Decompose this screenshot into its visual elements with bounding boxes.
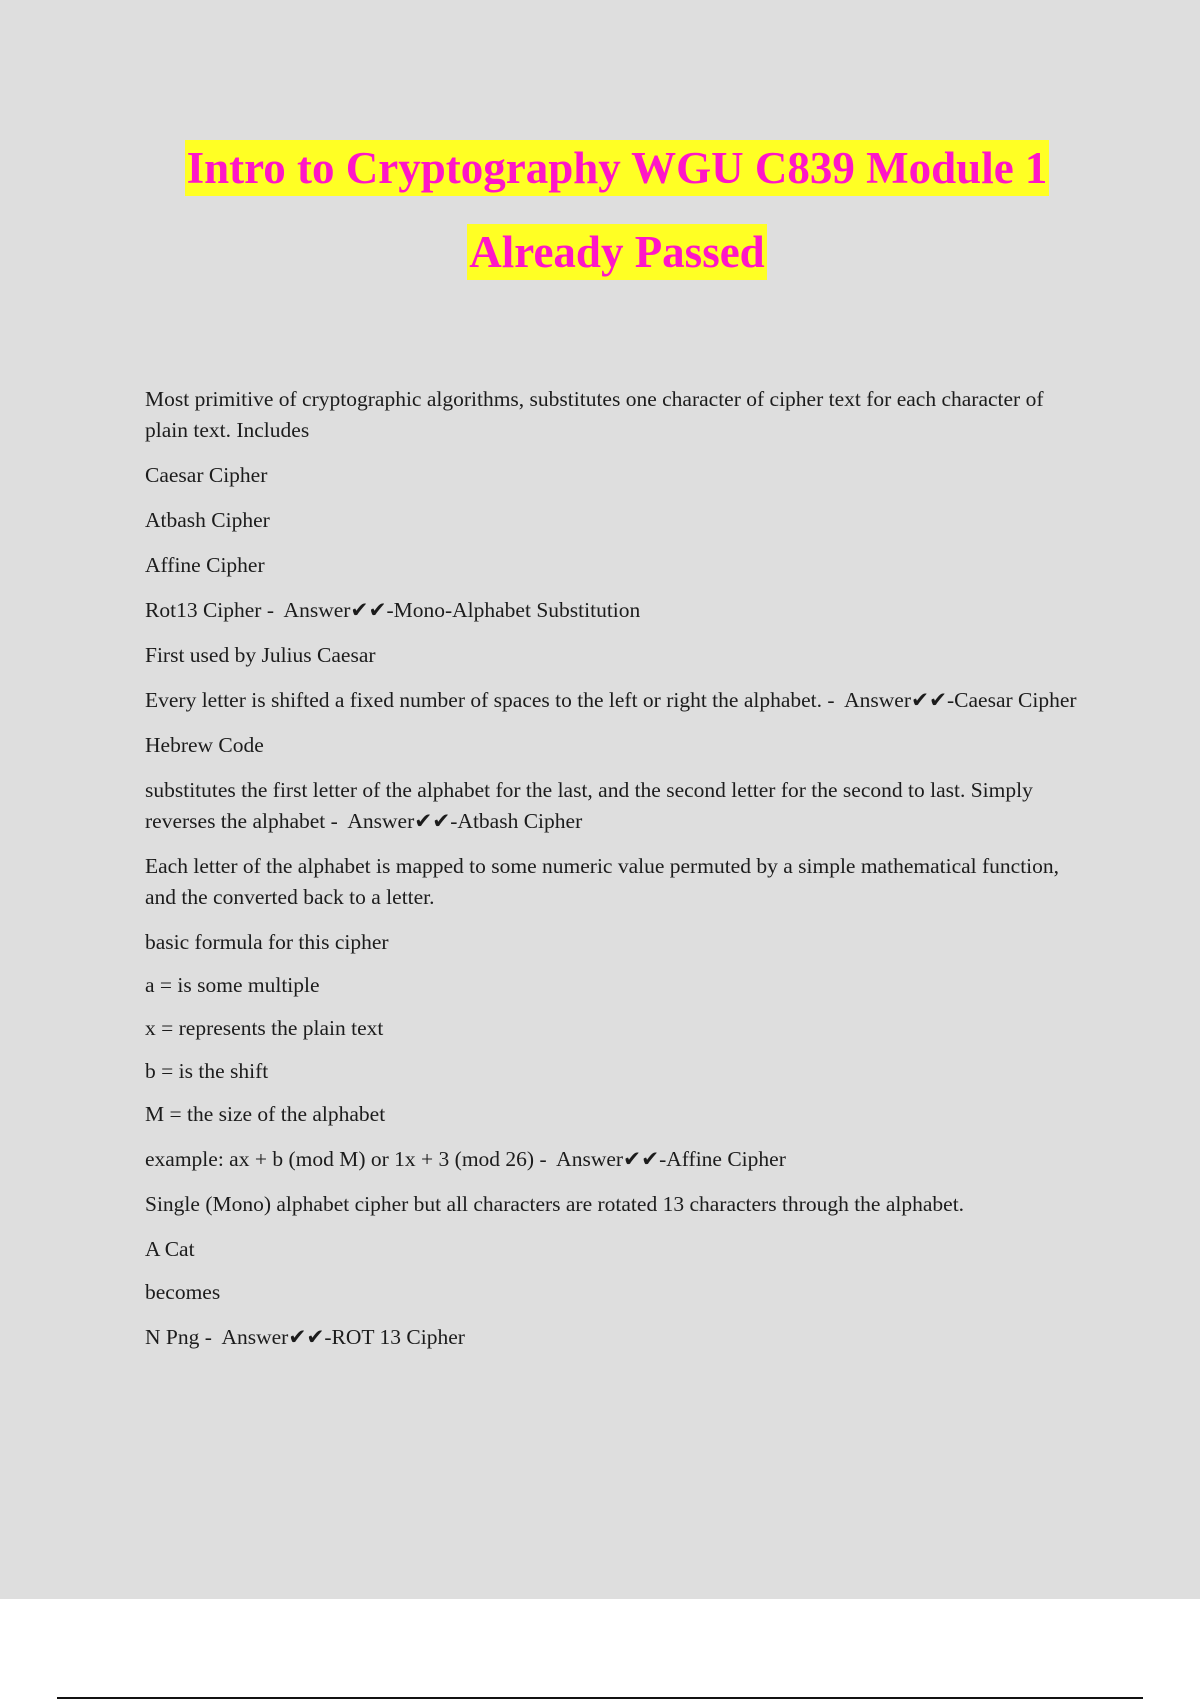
paragraph: a = is some multiple (145, 973, 320, 997)
paragraph: Each letter of the alphabet is mapped to some numeric value permuted by a simple mathematical function, and the converted back to a letter. (145, 854, 1065, 909)
paragraph: Single (Mono) alphabet cipher but all characters are rotated 13 characters through the alphabet. (145, 1192, 965, 1216)
paragraph: Most primitive of cryptographic algorithms, substitutes one character of cipher text for each character of plain text. Includes (145, 387, 1049, 442)
title-line-2: Already Passed (467, 224, 766, 280)
paragraph: b = is the shift (145, 1059, 269, 1083)
paragraph: substitutes the first letter of the alphabet for the last, and the second letter for the second to last. Simply reverses the alphabet - Answer✔✔-Atbash Cipher (145, 778, 1039, 833)
paragraph: Hebrew Code (145, 733, 264, 757)
paragraph: Caesar Cipher (145, 463, 268, 487)
document-title (0, 140, 1200, 280)
document-body (145, 384, 1085, 1367)
paragraph: Every letter is shifted a fixed number of spaces to the left or right the alphabet. - Answer✔✔-Caesar Cipher (145, 688, 1077, 712)
paragraph: becomes (145, 1280, 221, 1304)
paragraph: basic formula for this cipher (145, 930, 389, 954)
paragraph: First used by Julius Caesar (145, 643, 376, 667)
paragraph: x = represents the plain text (145, 1016, 384, 1040)
paragraph: Affine Cipher (145, 553, 265, 577)
title-line-1: Intro to Cryptography WGU C839 Module 1 (185, 140, 1050, 196)
paragraph: example: ax + b (mod M) or 1x + 3 (mod 26) - Answer✔✔-Affine Cipher (145, 1147, 786, 1171)
paragraph: A Cat (145, 1237, 195, 1261)
paragraph: M = the size of the alphabet (145, 1102, 386, 1126)
paragraph: Atbash Cipher (145, 508, 270, 532)
paragraph: N Png - Answer✔✔-ROT 13 Cipher (145, 1325, 465, 1349)
footer-divider (57, 1697, 1143, 1699)
paragraph: Rot13 Cipher - Answer✔✔-Mono-Alphabet Substitution (145, 598, 641, 622)
